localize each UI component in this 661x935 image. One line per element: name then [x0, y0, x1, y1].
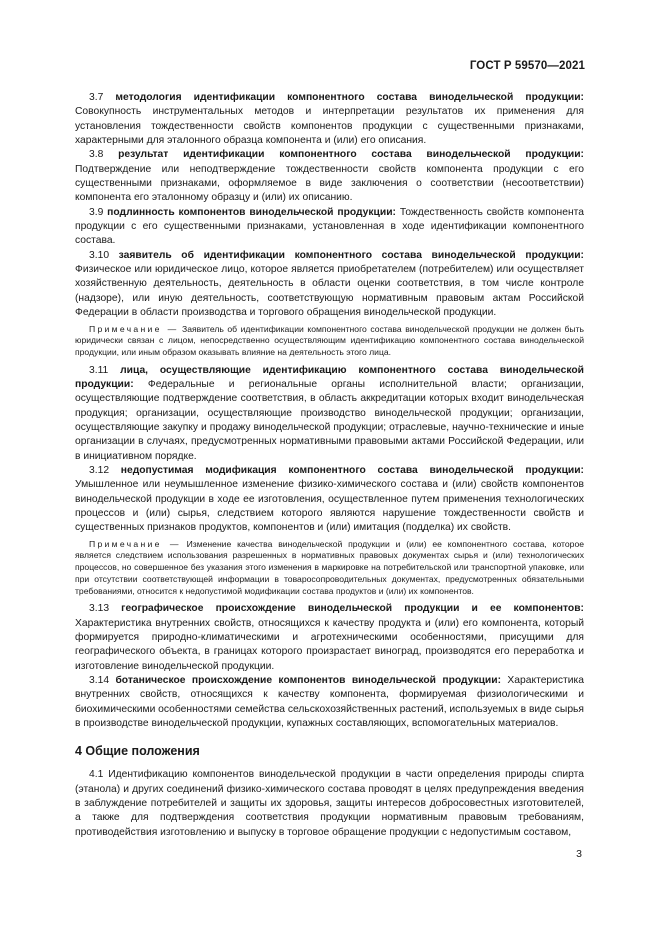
- term-title: лица, осуществляющие идентификацию компонентного состава винодельческой продукции:: [75, 364, 584, 390]
- paragraph-4-1: 4.1 Идентификацию компонентов винодельческой продукции в части определения природы спирта (этанола) и других соединений физико-химического состава проводят в целях предупреждения введения в заблуждение потребителей и защиты их здоровья, защиты интересов добросовестных изготовителей, а также для подтверждения соответствия продукции нормативным правовым требованиям, противодействия изготовлению и выпуску в торговое обращение продукции с недопустимым составом,: [75, 769, 584, 838]
- note-3-12: [75, 539, 584, 598]
- term-definition: Характеристика внутренних свойств, относящихся к качеству продукта и (или) его компонента, который формируется природно-климатическими и агротехническими особенностями, присущими для географического объекта, в границах которого произрастает виноград, производятся его переработка и изготовление винодельческой продукции.: [75, 617, 584, 672]
- term-title: результат идентификации компонентного состава винодельческой продукции:: [118, 149, 584, 161]
- term-3-13: [75, 602, 584, 674]
- term-title: методология идентификации компонентного состава винодельческой продукции:: [115, 92, 584, 103]
- term-3-7: [75, 91, 584, 148]
- note-label: Примечание —: [89, 323, 179, 334]
- section-4-title: 4 Общие положения: [75, 744, 200, 759]
- term-title: географическое происхождение винодельческой продукции и ее компонентов:: [121, 603, 584, 615]
- term-3-12: [75, 464, 584, 536]
- term-3-14: [75, 674, 584, 731]
- standard-id: ГОСТ Р 59570—2021: [469, 60, 585, 72]
- term-3-11: [75, 364, 584, 464]
- term-definition: Физическое или юридическое лицо, которое является приобретателем (потребителем) или осуществляет хозяйственную деятельность, деятельность в области оценки соответствия, в том числе контроле (надзоре), или иную деятельность, соответствующую нормативным правовым актам Российской Федерации в области производства и торгового обращения винодельческой продукции.: [75, 264, 584, 319]
- term-definition: Подтверждение или неподтверждение тождественности свойств компонента продукции с его существенными признаками, оформляемое в виде заключения о соответствии (несоответствии) компонента его эталонному образцу и (или) их описанию.: [75, 163, 584, 204]
- page-number: 3: [576, 848, 582, 860]
- term-number: 3.11: [89, 364, 109, 376]
- term-number: 3.14: [89, 674, 110, 686]
- term-title: ботаническое происхождение компонентов винодельческой продукции:: [115, 674, 502, 686]
- term-3-8: [75, 148, 584, 205]
- document-body: [75, 91, 584, 840]
- term-title: недопустимая модификация компонентного состава винодельческой продукции:: [120, 465, 584, 477]
- note-text: Изменение качества винодельческой продукции и (или) ее компонентного состава, которое является следствием использования разрешенных в нормативных правовых документах сырья и (или) технологических процессов, но совершенное без указания этого изменения в маркировке на потребительской или транспортной упаковке, или при отсутствии соответствующей информации в товаросопроводительных документах, предусмотренных обязательными требованиями, относится к недопустимой модификации состава продуктов и (или) их компонентов.: [75, 538, 585, 596]
- term-number: 3.7: [89, 92, 104, 103]
- term-definition: Федеральные и региональные органы исполнительной власти; организации, осуществляющие подтверждение соответствия, в область аккредитации которых входит винодельческая продукция; организации, осуществляющие производство винодельческой продукции; организации, осуществляющие закупку и продажу винодельческой продукции; отраслевые, научно-технические и иные организации в случаях, предусмотренных нормативными правовыми актами Российской Федерации, или в инициативном порядке.: [75, 378, 584, 462]
- term-3-9: [75, 206, 584, 249]
- term-definition: Умышленное или неумышленное изменение физико-химического состава и (или) свойств компонентов винодельческой продукции в ходе ее изготовления, осуществленное путем применения технологических процессов и (или) сырья, следствием которого являются нарушение тождественности свойств и существенных признаков продуктов, компонентов и (или) имитация (подделка) их свойств.: [75, 479, 584, 534]
- term-number: 3.10: [89, 249, 110, 261]
- term-title: заявитель об идентификации компонентного состава винодельческой продукции:: [118, 249, 584, 261]
- term-number: 3.8: [89, 149, 104, 161]
- note-label: Примечание —: [89, 538, 181, 549]
- term-title: подлинность компонентов винодельческой продукции:: [107, 206, 396, 218]
- term-definition: Характеристика внутренних свойств, относящихся к качеству компонента, формируемая физиологическими и биохимическими особенностями семейства сельскохозяйственных растений, используемых в виде сырья в производстве винодельческой продукции, купажных составляющих, вспомогательных материалов.: [75, 674, 584, 729]
- term-number: 3.12: [89, 465, 110, 477]
- term-3-10: [75, 249, 584, 321]
- term-number: 3.13: [89, 603, 110, 615]
- term-number: 3.9: [89, 206, 104, 218]
- note-text: Заявитель об идентификации компонентного состава винодельческой продукции не должен быть юридически связан с лицом, непосредственно осуществляющим идентификацию компонентного состава винодельческой продукции, или иным образом оказывать влияние на деятельность этого лица.: [75, 323, 585, 357]
- term-definition: Тождественность свойств компонента продукции с его существенными признаками, установленная в ходе идентификации компонентного состава.: [75, 206, 584, 247]
- note-3-10: [75, 324, 584, 359]
- term-definition: Совокупность инструментальных методов и интерпретации результатов их применения для установления тождественности свойств компонентов продукции с существенными признаками, характерными для эталонного образца компонента и (или) его описания.: [75, 106, 584, 147]
